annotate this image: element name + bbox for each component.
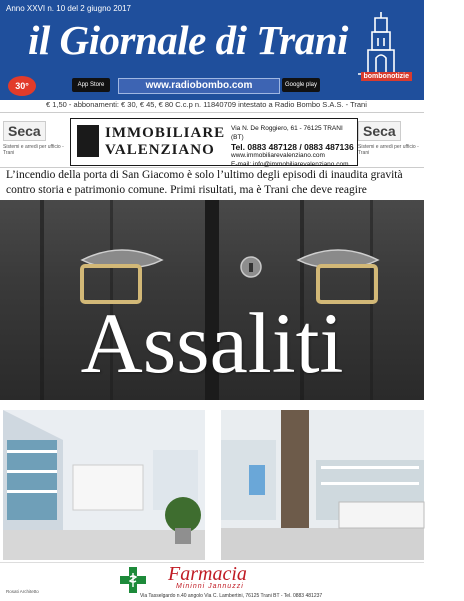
seca-subtitle: Sistemi e arredi per ufficio - Trani bbox=[358, 144, 419, 156]
anniversary-badge: 30° ANNO bbox=[8, 76, 36, 96]
issue-info: Anno XXVI n. 10 del 2 giugno 2017 bbox=[6, 4, 131, 13]
building-icon bbox=[77, 125, 99, 157]
ad-bar bbox=[0, 112, 424, 168]
immobiliare-name-line1: IMMOBILIARE bbox=[105, 125, 226, 141]
farmacia-owners: Mininni Jannuzzi bbox=[176, 583, 244, 590]
seca-ad-left[interactable] bbox=[3, 121, 69, 159]
farmacia-address: Via Tasselgardo n.40 angolo Via C. Lambertini, 76125 Trani BT - Tel. 0883 481237 bbox=[140, 593, 323, 599]
architect-credit: Rosati Architetto bbox=[6, 589, 39, 594]
immobiliare-email: E-mail: info@immobiliarevalenziano.com bbox=[231, 160, 349, 168]
cathedral-tower-icon bbox=[356, 10, 406, 76]
immobiliare-name bbox=[105, 125, 225, 159]
pharmacy-photo-right bbox=[221, 410, 424, 560]
newspaper-title: il Giornale di Trani bbox=[28, 17, 348, 63]
pharmacy-cross-icon bbox=[120, 567, 146, 593]
immobiliare-contacts bbox=[231, 125, 357, 169]
bombonotizie-logo: bombonotizie bbox=[361, 72, 413, 81]
immobiliare-web: www.immobiliarevalenziano.com bbox=[231, 152, 325, 159]
footer-ad[interactable] bbox=[0, 562, 424, 601]
immobiliare-address: Via N. De Roggiero, 61 - 76125 TRANI (BT) bbox=[231, 125, 343, 141]
article-kicker: L’incendio della porta di San Giacomo è solo l’ultimo degli episodi di inaudita gravità contro storia e patrimonio comune. Primi risultati, ma è Trani che deve reagire bbox=[6, 169, 403, 196]
pharmacy-photo-left bbox=[3, 410, 205, 560]
seca-subtitle: Sistemi e arredi per ufficio - Trani bbox=[3, 144, 64, 156]
seca-ad-right[interactable] bbox=[358, 121, 424, 159]
door-lock bbox=[238, 254, 264, 280]
app-store-button[interactable]: App Store bbox=[72, 78, 110, 92]
farmacia-logo: Farmacia bbox=[168, 563, 247, 585]
immobiliare-name-line2: VALENZIANO bbox=[105, 142, 215, 158]
price-line: € 1,50 - abbonamenti: € 30, € 45, € 80 C.c.p n. 11840709 intestato a Radio Bombo S.A.S. - Trani bbox=[46, 100, 367, 109]
google-play-button[interactable]: Google play bbox=[282, 78, 320, 92]
main-headline: Assaliti bbox=[80, 295, 344, 391]
immobiliare-tel: Tel. 0883 487128 / 0883 487136 bbox=[231, 142, 354, 152]
seca-logo: Seca bbox=[3, 121, 46, 141]
immobiliare-ad[interactable] bbox=[70, 118, 358, 166]
website-banner[interactable]: www.radiobombo.com bbox=[118, 78, 280, 94]
seca-logo: Seca bbox=[358, 121, 401, 141]
